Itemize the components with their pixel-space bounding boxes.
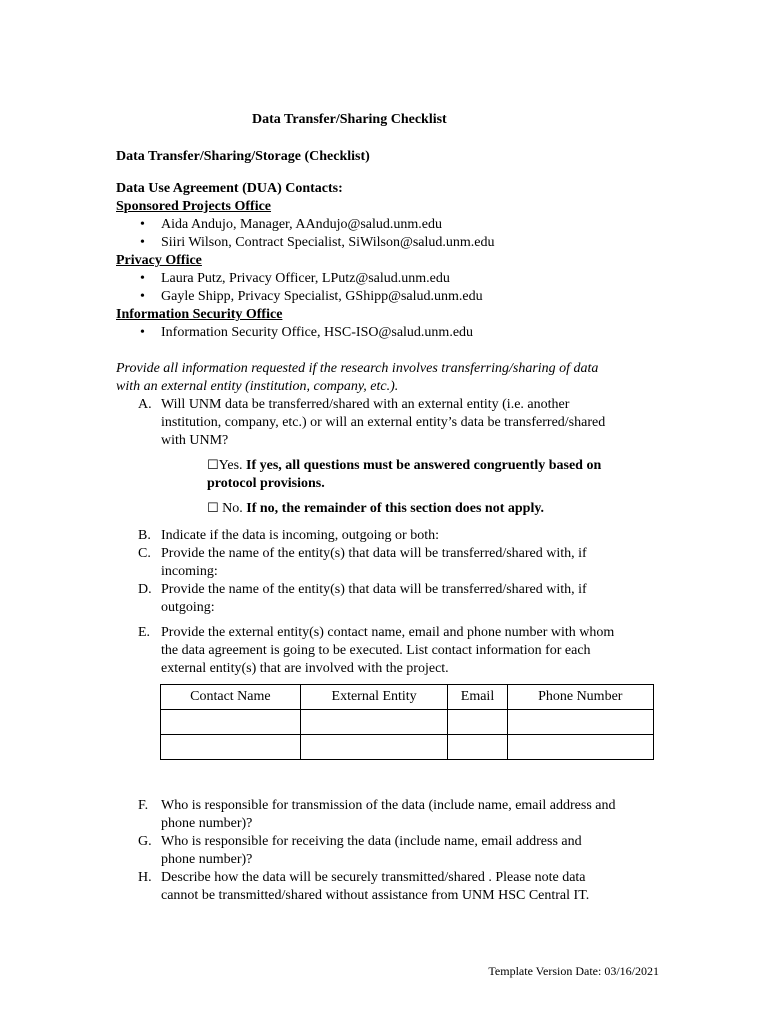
office-heading-information-security: Information Security Office (116, 307, 283, 322)
intro-text-line: Provide all information requested if the research involves transferring/sharing of data (116, 361, 599, 376)
table-cell[interactable] (448, 735, 507, 760)
question-e-line: Provide the external entity(s) contact name, email and phone number with whom (161, 625, 615, 640)
table-cell[interactable] (300, 735, 448, 760)
question-a-line: institution, company, etc.) or will an external entity’s data be transferred/shared (161, 415, 606, 430)
question-e-line: the data agreement is going to be executed. List contact information for each (161, 643, 591, 658)
yes-instruction: If yes, all questions must be answered congruently based on (246, 458, 602, 473)
bullet-icon: • (140, 325, 145, 340)
contact-text: Laura Putz, Privacy Officer, LPutz@salud.unm.edu (161, 271, 450, 286)
bullet-icon: • (140, 271, 145, 286)
question-f-line: phone number)? (161, 816, 253, 831)
question-letter-f: F. (138, 798, 149, 813)
office-heading-privacy: Privacy Office (116, 253, 202, 268)
question-g-line: Who is responsible for receiving the data (include name, email address and (161, 834, 582, 849)
table-cell[interactable] (448, 710, 507, 735)
column-header-email: Email (448, 685, 507, 710)
question-b-line: Indicate if the data is incoming, outgoing or both: (161, 528, 439, 543)
table-row (161, 710, 654, 735)
yes-checkbox[interactable]: ☐ (207, 458, 219, 473)
bullet-icon: • (140, 289, 145, 304)
question-a-line: Will UNM data be transferred/shared with an external entity (i.e. another (161, 397, 570, 412)
contact-text: Aida Andujo, Manager, AAndujo@salud.unm.edu (161, 217, 443, 232)
yes-instruction-continued: protocol provisions. (207, 476, 325, 491)
question-g-line: phone number)? (161, 852, 253, 867)
contact-list-item (140, 234, 495, 252)
column-header-external-entity: External Entity (300, 685, 448, 710)
question-c-line: Provide the name of the entity(s) that data will be transferred/shared with, if (161, 546, 587, 561)
question-h-line: Describe how the data will be securely transmitted/shared . Please note data (161, 870, 586, 885)
question-f-line: Who is responsible for transmission of the data (include name, email address and (161, 798, 616, 813)
document-subtitle: Data Transfer/Sharing/Storage (Checklist) (116, 149, 370, 164)
question-letter-e: E. (138, 625, 151, 640)
office-heading-sponsored-projects: Sponsored Projects Office (116, 199, 272, 214)
contact-list-item (140, 270, 450, 288)
contact-text: Gayle Shipp, Privacy Specialist, GShipp@salud.unm.edu (161, 289, 483, 304)
intro-text-line: with an external entity (institution, company, etc.). (116, 379, 399, 394)
table-cell[interactable] (300, 710, 448, 735)
bullet-icon: • (140, 217, 145, 232)
question-letter-d: D. (138, 582, 152, 597)
template-version-footer: Template Version Date: 03/16/2021 (488, 964, 659, 978)
contact-table (160, 684, 654, 760)
question-letter-g: G. (138, 834, 152, 849)
table-cell[interactable] (507, 710, 653, 735)
table-row (161, 735, 654, 760)
question-d-line: outgoing: (161, 600, 215, 615)
table-cell[interactable] (507, 735, 653, 760)
contact-text: Information Security Office, HSC-ISO@salud.unm.edu (161, 325, 474, 340)
contact-list-item (140, 288, 483, 306)
yes-option (207, 457, 601, 475)
table-cell[interactable] (161, 735, 301, 760)
yes-label: Yes. (218, 458, 243, 473)
contact-list-item (140, 216, 442, 234)
contact-text: Siiri Wilson, Contract Specialist, SiWilson@salud.unm.edu (161, 235, 495, 250)
column-header-contact-name: Contact Name (161, 685, 301, 710)
question-letter-b: B. (138, 528, 151, 543)
question-d-line: Provide the name of the entity(s) that data will be transferred/shared with, if (161, 582, 587, 597)
bullet-icon: • (140, 235, 145, 250)
no-instruction: If no, the remainder of this section does not apply. (246, 501, 545, 516)
table-header-row (161, 685, 654, 710)
no-label: No. (222, 501, 243, 516)
question-a-line: with UNM? (161, 433, 229, 448)
question-h-line: cannot be transmitted/shared without assistance from UNM HSC Central IT. (161, 888, 590, 903)
question-letter-c: C. (138, 546, 151, 561)
question-e-line: external entity(s) that are involved with the project. (161, 661, 449, 676)
contacts-heading: Data Use Agreement (DUA) Contacts: (116, 181, 343, 196)
table-cell[interactable] (161, 710, 301, 735)
question-letter-a: A. (138, 397, 152, 412)
no-checkbox[interactable]: ☐ (207, 501, 219, 516)
question-letter-h: H. (138, 870, 152, 885)
no-option (207, 500, 544, 518)
contact-list-item (140, 324, 473, 342)
document-title: Data Transfer/Sharing Checklist (252, 112, 447, 127)
question-c-line: incoming: (161, 564, 218, 579)
column-header-phone-number: Phone Number (507, 685, 653, 710)
